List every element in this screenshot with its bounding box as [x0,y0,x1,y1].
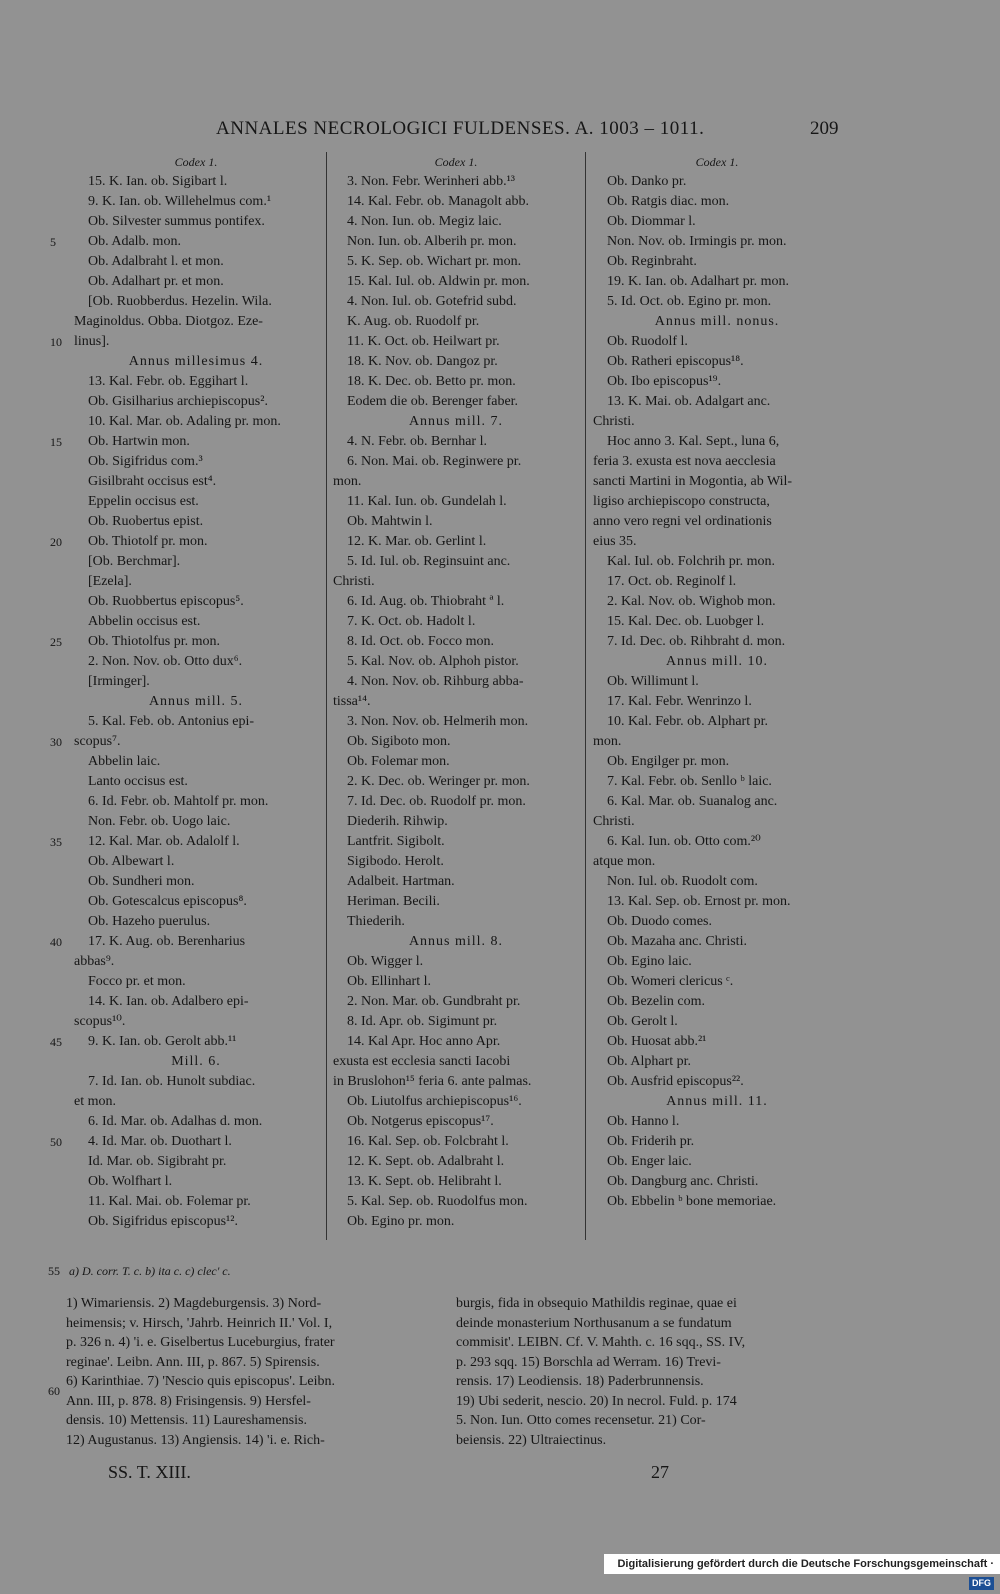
entry-line: Ob. Ellinhart l. [347,974,431,989]
entry-line: 13. Kal. Sep. ob. Ernost pr. mon. [607,894,791,909]
entry-line: 15. Kal. Iul. ob. Aldwin pr. mon. [347,274,530,289]
entry-line: Kal. Iul. ob. Folchrih pr. mon. [607,554,775,569]
margin-line-number: 10 [50,335,62,349]
codex-label: Codex 1. [174,155,218,169]
entry-line: 4. Non. Iul. ob. Gotefrid subd. [347,294,517,309]
entry-line: Thiederih. [347,914,405,929]
entry-line: 6. Id. Mar. ob. Adalhas d. mon. [88,1114,263,1129]
entry-line: Ob. Reginbraht. [607,254,697,269]
column-2 [333,152,579,1232]
entry-line: Ob. Gotescalcus episcopus⁸. [88,894,247,909]
codex-label: Codex 1. [434,155,478,169]
entry-line: 15. Kal. Dec. ob. Luobger l. [607,614,765,629]
entry-line: Ob. Silvester summus pontifex. [88,214,265,229]
footnote-line: densis. 10) Mettensis. 11) Laureshamensis. [66,1413,307,1428]
entry-line: 10. Kal. Mar. ob. Adaling pr. mon. [88,414,281,429]
column-rule [585,152,586,1240]
running-title: ANNALES NECROLOGICI FULDENSES. A. 1003 – 1011. [216,118,705,139]
entry-line: Id. Mar. ob. Sigibraht pr. [88,1154,227,1169]
footnote-line: rensis. 17) Leodiensis. 18) Paderbrunnensis. [456,1374,704,1389]
entry-line: 8. Id. Oct. ob. Focco mon. [347,634,494,649]
entry-line: linus]. [74,334,110,349]
entry-line: Hoc anno 3. Kal. Sept., luna 6, [607,434,780,449]
entry-line: Diederih. Rihwip. [347,814,448,829]
entry-line: Eodem die ob. Berenger faber. [347,394,519,409]
footnotes-left [66,1294,440,1450]
digitization-credit [604,1554,1000,1588]
entry-line: 6. Kal. Iun. ob. Otto com.²⁰ [607,834,761,849]
year-heading: Annus mill. 10. [665,654,769,669]
entry-line: feria 3. exusta est nova aecclesia [593,454,776,469]
entry-line: Ob. Mazaha anc. Christi. [607,934,747,949]
footnote-line: 12) Augustanus. 13) Angiensis. 14) 'i. e. Rich- [66,1432,325,1448]
margin-line-number: 30 [50,735,62,749]
entry-line: Ob. Hanno l. [607,1114,680,1129]
footnote-line: beiensis. 22) Ultraiectinus. [456,1432,607,1448]
entry-line: anno vero regni vel ordinationis [593,514,772,529]
entry-line: Ob. Hartwin mon. [88,434,190,449]
footnotes-right [456,1294,834,1450]
entry-line: 2. Kal. Nov. ob. Wighob mon. [607,594,776,609]
entry-line: Ob. Ausfrid episcopus²². [607,1074,744,1089]
entry-line: exusta est ecclesia sancti Iacobi [333,1054,511,1069]
entry-line: 4. N. Febr. ob. Bernhar l. [347,434,487,449]
entry-line: Ob. Thiotolfus pr. mon. [88,634,220,649]
footnote-line: 19) Ubi sederit, nescio. 20) In necrol. Fuld. p. 174 [456,1393,737,1409]
entry-line: Ob. Bezelin com. [607,994,705,1009]
entry-line: scopus¹⁰. [74,1014,126,1029]
entry-line: 13. Kal. Febr. ob. Eggihart l. [88,374,249,389]
entry-line: 10. Kal. Febr. ob. Alphart pr. [607,714,768,729]
margin-line-number: 5 [50,235,56,249]
entry-line: Ob. Albewart l. [88,854,175,869]
margin-line-number: 50 [50,1135,62,1149]
entry-line: Ob. Wolfhart l. [88,1174,173,1189]
entry-line: [Ob. Berchmar]. [88,554,181,569]
entry-line: Ob. Sundheri mon. [88,874,195,889]
margin-line-number: 45 [50,1035,62,1049]
footnote-line: reginae'. Leibn. Ann. III, p. 867. 5) Spirensis. [66,1354,320,1370]
entry-line: Gisilbraht occisus est⁴. [88,474,217,489]
year-heading: Mill. 6. [171,1054,221,1069]
entry-line: Ob. Egino pr. mon. [347,1214,455,1229]
entry-line: Ob. Ruobertus epist. [88,514,204,529]
entry-line: 4. Non. Iun. ob. Megiz laic. [347,214,502,229]
codex-label: Codex 1. [695,155,739,169]
entry-line: 17. K. Aug. ob. Berenharius [88,934,246,949]
entry-line: Lantfrit. Sigibolt. [347,834,445,849]
entry-line: 4. Id. Mar. ob. Duothart l. [88,1134,232,1149]
year-heading: Annus mill. 8. [408,934,504,949]
footnote-line-number: 60 [48,1384,60,1398]
entry-line: 12. Kal. Mar. ob. Adalolf l. [88,834,240,849]
variant-text: a) D. corr. T. c. b) ita c. c) clec' c. [69,1264,231,1278]
year-heading: Annus millesimus 4. [128,354,264,369]
entry-line: 2. K. Dec. ob. Weringer pr. mon. [347,774,530,789]
footnote-line: burgis, fida in obsequio Mathildis reginae, quae ei [456,1296,737,1311]
entry-line: [Ob. Ruobberdus. Hezelin. Wila. [88,294,272,309]
entry-line: Sigibodo. Herolt. [347,854,444,869]
year-heading: Annus mill. 11. [666,1094,768,1109]
entry-line: Ob. Ruobbertus episcopus⁵. [88,594,244,609]
entry-line: Non. Febr. ob. Uogo laic. [88,814,231,829]
entry-line: 9. K. Ian. ob. Willehelmus com.¹ [88,194,272,209]
dfg-logo-icon: DFG [969,1577,994,1590]
entry-line: 5. Id. Oct. ob. Egino pr. mon. [607,294,772,309]
entry-line: Ob. Ibo episcopus¹⁹. [607,374,722,389]
entry-line: Ob. Gerolt l. [607,1014,678,1029]
footnote-line: p. 293 sqq. 15) Borschla ad Werram. 16) Trevi- [456,1354,721,1370]
entry-line: Ob. Gisilharius archiepiscopus². [88,394,268,409]
entry-line: 15. K. Ian. ob. Sigibart l. [88,174,228,189]
running-header [0,116,1000,146]
column-3 [593,152,841,1212]
sheet-number: 27 [651,1462,669,1482]
entry-line: Ob. Alphart pr. [607,1054,691,1069]
entry-line: Ob. Ebbelin ᵇ bone memoriae. [607,1194,777,1209]
entry-line: 17. Kal. Febr. Wenrinzo l. [607,694,752,709]
entry-line: et mon. [74,1094,116,1109]
margin-line-number: 20 [50,535,62,549]
entry-line: mon. [593,734,622,749]
margin-line-number: 35 [50,835,62,849]
entry-line: K. Aug. ob. Ruodolf pr. [347,314,480,329]
entry-line: Ob. Liutolfus archiepiscopus¹⁶. [347,1094,522,1109]
entry-line: 6. Kal. Mar. ob. Suanalog anc. [607,794,778,809]
entry-line: atque mon. [593,854,656,869]
entry-line: Ob. Ratheri episcopus¹⁸. [607,354,744,369]
variant-line-number: 55 [48,1264,60,1278]
entry-line: 6. Non. Mai. ob. Reginwere pr. [347,454,522,469]
footnote-line: 1) Wimariensis. 2) Magdeburgensis. 3) Nord- [66,1296,322,1311]
entry-line: Ob. Ratgis diac. mon. [607,194,730,209]
entry-line: scopus⁷. [74,734,121,749]
entry-line: 12. K. Sept. ob. Adalbraht l. [347,1154,505,1169]
entry-line: 5. Kal. Nov. ob. Alphoh pistor. [347,654,519,669]
entry-line: abbas⁹. [74,954,115,969]
entry-line: 7. Kal. Febr. ob. Senllo ᵇ laic. [607,774,772,789]
entry-line: Ob. Adalbraht l. et mon. [88,254,224,269]
entry-line: Ob. Womeri clericus ᶜ. [607,974,734,989]
entry-line: Ob. Willimunt l. [607,674,699,689]
entry-line: Ob. Enger laic. [607,1154,692,1169]
entry-line: 11. Kal. Iun. ob. Gundelah l. [347,494,507,509]
entry-line: 11. Kal. Mai. ob. Folemar pr. [88,1194,251,1209]
entry-line: Christi. [333,574,375,589]
entry-line: 11. K. Oct. ob. Heilwart pr. [347,334,500,349]
entry-line: 2. Non. Mar. ob. Gundbraht pr. [347,994,521,1009]
entry-line: 13. K. Mai. ob. Adalgart anc. [607,394,771,409]
entry-line: mon. [333,474,362,489]
entry-line: Ob. Sigifridus com.³ [88,454,203,469]
variant-readings [48,1264,231,1279]
entry-line: 6. Id. Febr. ob. Mahtolf pr. mon. [88,794,269,809]
entry-line: Ob. Egino laic. [607,954,692,969]
entry-line: 6. Id. Aug. ob. Thiobraht ª l. [347,594,505,609]
entry-line: Ob. Notgerus episcopus¹⁷. [347,1114,494,1129]
entry-line: 14. Kal Apr. Hoc anno Apr. [347,1034,501,1049]
entry-line: 14. K. Ian. ob. Adalbero epi- [88,994,249,1009]
entry-line: Ob. Adalhart pr. et mon. [88,274,224,289]
entry-line: 5. Id. Iul. ob. Reginsuint anc. [347,554,511,569]
entry-line: 18. K. Nov. ob. Dangoz pr. [347,354,498,369]
entry-line: ligiso archiepiscopo constructa, [593,494,770,509]
volume-signature: SS. T. XIII. [108,1462,191,1482]
footnote-line: 6) Karinthiae. 7) 'Nescio quis episcopus'. Leibn. [66,1374,336,1389]
entry-line: sancti Martini in Mogontia, ab Wil- [593,474,793,489]
entry-line: 7. Id. Ian. ob. Hunolt subdiac. [88,1074,256,1089]
entry-line: Ob. Mahtwin l. [347,514,433,529]
footnote-line: commisit'. LEIBN. Cf. V. Mahth. c. 16 sqq., SS. IV, [456,1335,746,1350]
entry-line: [Ezela]. [88,574,132,589]
entry-line: in Bruslohon¹⁵ feria 6. ante palmas. [333,1074,532,1089]
entry-line: [Irminger]. [88,674,150,689]
entry-line: Ob. Sigiboto mon. [347,734,451,749]
entry-line: 5. Kal. Sep. ob. Ruodolfus mon. [347,1194,528,1209]
entry-line: Non. Iul. ob. Ruodolt com. [607,874,758,889]
entry-line: 9. K. Ian. ob. Gerolt abb.¹¹ [88,1034,237,1049]
entry-line: 18. K. Dec. ob. Betto pr. mon. [347,374,516,389]
entry-line: Abbelin occisus est. [88,614,201,629]
entry-line: 4. Non. Nov. ob. Rihburg abba- [347,674,524,689]
entry-line: 3. Non. Febr. Werinheri abb.¹³ [347,174,515,189]
credit-text: Digitalisierung gefördert durch die Deutsche Forschungsgemeinschaft · [617,1558,994,1570]
entry-line: 19. K. Ian. ob. Adalhart pr. mon. [607,274,789,289]
entry-line: Lanto occisus est. [88,774,188,789]
entry-line: Ob. Huosat abb.²¹ [607,1034,707,1049]
column-rule [326,152,327,1240]
footnote-line: deinde monasterium Northusanum a se fundatum [456,1315,732,1331]
entry-line: Ob. Friderih pr. [607,1134,695,1149]
footnote-line: 5. Non. Iun. Otto comes recensetur. 21) Cor- [456,1413,706,1428]
column-1 [74,152,318,1232]
entry-line: Ob. Engilger pr. mon. [607,754,730,769]
entry-line: Adalbeit. Hartman. [347,874,455,889]
entry-line: Ob. Ruodolf l. [607,334,688,349]
year-heading: Annus mill. nonus. [654,314,780,329]
margin-line-number: 40 [50,935,62,949]
entry-line: Ob. Dangburg anc. Christi. [607,1174,759,1189]
entry-line: Ob. Wigger l. [347,954,424,969]
page-number: 209 [810,118,839,139]
entry-line: Non. Nov. ob. Irmingis pr. mon. [607,234,787,249]
entry-line: tissa¹⁴. [333,694,371,709]
margin-line-number: 15 [50,435,62,449]
margin-line-number: 25 [50,635,62,649]
entry-line: 5. Kal. Feb. ob. Antonius epi- [88,714,255,729]
entry-line: Focco pr. et mon. [88,974,186,989]
entry-line: 5. K. Sep. ob. Wichart pr. mon. [347,254,522,269]
year-heading: Annus mill. 7. [408,414,504,429]
entry-line: 7. Id. Dec. ob. Ruodolf pr. mon. [347,794,526,809]
entry-line: Christi. [593,814,635,829]
entry-line: 2. Non. Nov. ob. Otto dux⁶. [88,654,243,669]
entry-line: Ob. Diommar l. [607,214,696,229]
year-heading: Annus mill. 5. [148,694,244,709]
entry-line: Christi. [593,414,635,429]
entry-line: Ob. Adalb. mon. [88,234,181,249]
footnote-line: p. 326 n. 4) 'i. e. Giselbertus Luceburgius, frater [66,1335,335,1350]
entry-line: Abbelin laic. [88,754,161,769]
entry-line: Heriman. Becili. [347,894,440,909]
entry-line: Ob. Danko pr. [607,174,687,189]
entry-line: 12. K. Mar. ob. Gerlint l. [347,534,487,549]
entry-line: Eppelin occisus est. [88,494,199,509]
entry-line: Maginoldus. Obba. Diotgoz. Eze- [74,314,263,329]
entry-line: 8. Id. Apr. ob. Sigimunt pr. [347,1014,498,1029]
entry-line: Non. Iun. ob. Alberih pr. mon. [347,234,517,249]
entry-line: Ob. Thiotolf pr. mon. [88,534,208,549]
entry-line: Ob. Duodo comes. [607,914,712,929]
entry-line: Ob. Sigifridus episcopus¹². [88,1214,238,1229]
entry-line: 16. Kal. Sep. ob. Folcbraht l. [347,1134,509,1149]
footnote-line: heimensis; v. Hirsch, 'Jahrb. Heinrich II.' Vol. I, [66,1315,333,1331]
entry-line: eius 35. [593,534,637,549]
entry-line: Ob. Folemar mon. [347,754,450,769]
footnote-line: Ann. III, p. 878. 8) Frisingensis. 9) Hersfel- [66,1393,311,1409]
entry-line: 7. K. Oct. ob. Hadolt l. [347,614,476,629]
entry-line: 13. K. Sept. ob. Helibraht l. [347,1174,502,1189]
entry-line: 14. Kal. Febr. ob. Managolt abb. [347,194,529,209]
entry-line: Ob. Hazeho puerulus. [88,914,211,929]
entry-line: 7. Id. Dec. ob. Rihbraht d. mon. [607,634,786,649]
entry-line: 3. Non. Nov. ob. Helmerih mon. [347,714,529,729]
entry-line: 17. Oct. ob. Reginolf l. [607,574,737,589]
